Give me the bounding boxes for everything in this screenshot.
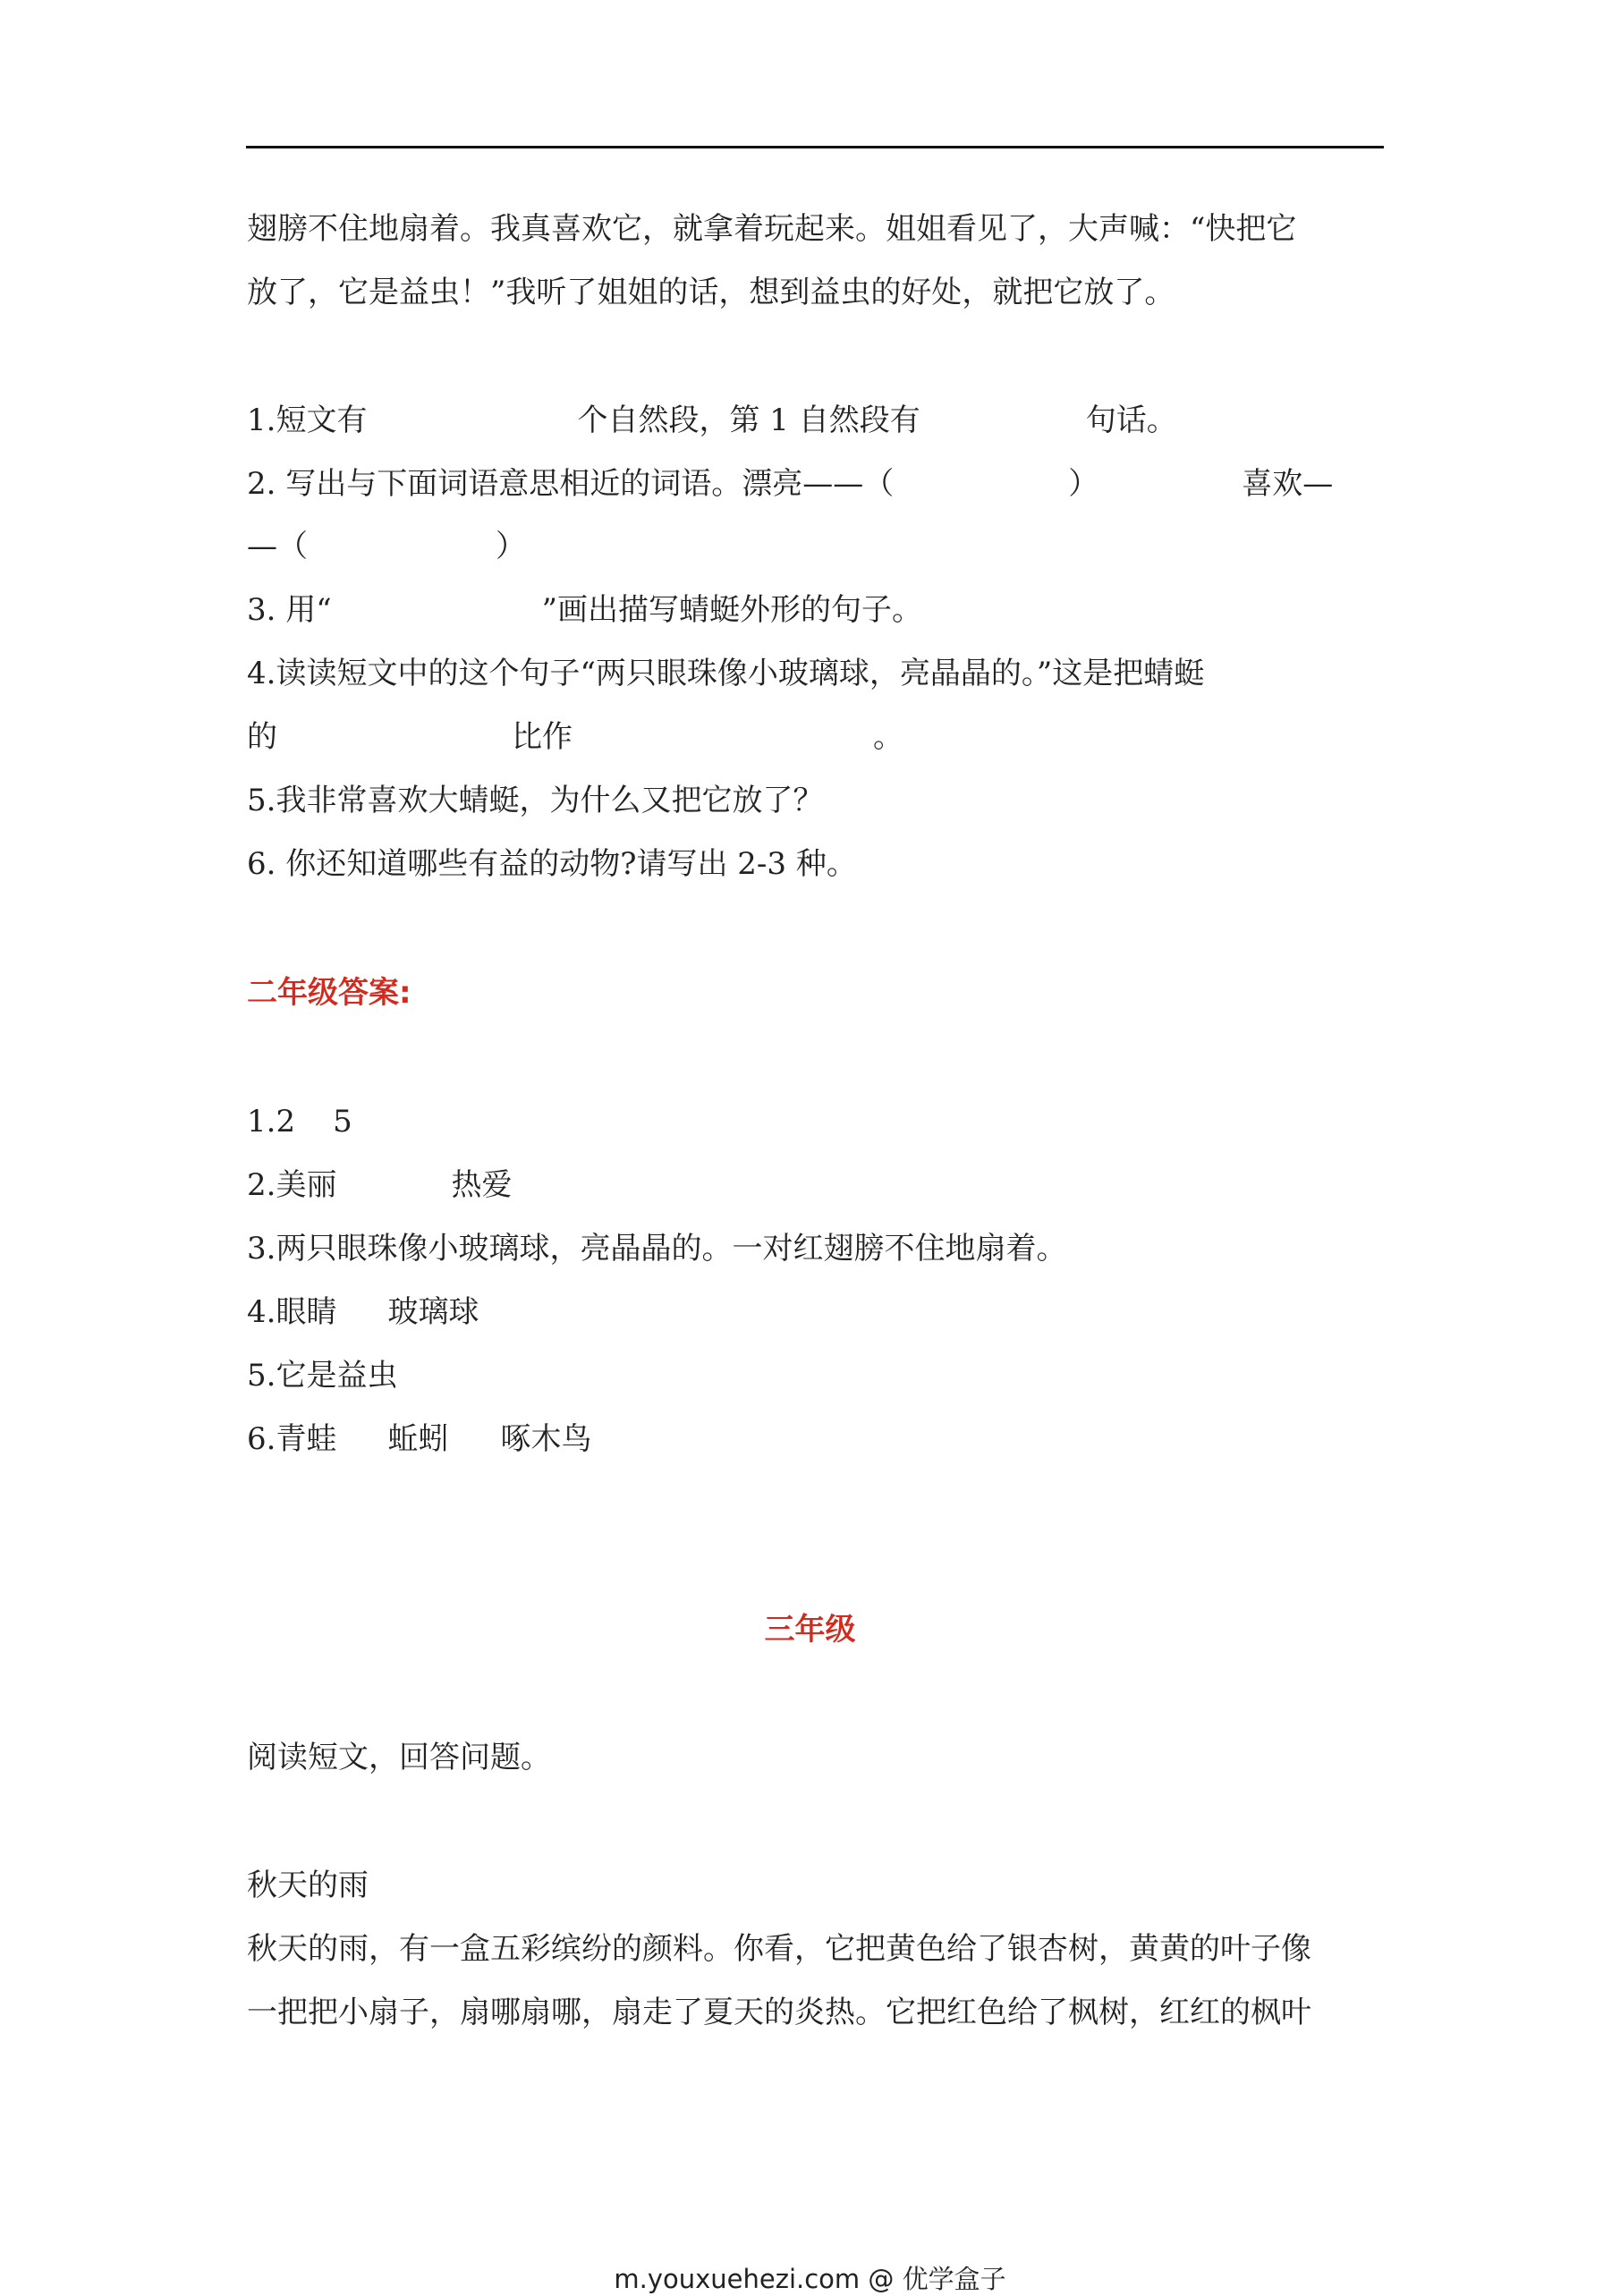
grade3-instruction: 阅读短文，回答问题。 xyxy=(247,1740,551,1775)
grade3-passage-title: 秋天的雨 xyxy=(247,1868,369,1903)
footer-watermark: m.youxuehezi.com @ 优学盒子 xyxy=(614,2264,1006,2294)
header-rule xyxy=(246,146,1384,148)
grade3-passage-line-2: 一把把小扇子，扇哪扇哪，扇走了夏天的炎热。它把红色给了枫树，红红的枫叶 xyxy=(247,1995,1311,2030)
question-2: 2. 写出与下面词语意思相近的词语。漂亮——（ ） 喜欢— xyxy=(247,466,1334,502)
passage-line-2: 放了，它是益虫！”我听了姐姐的话，想到益虫的好处，就把它放了。 xyxy=(247,275,1175,310)
question-1: 1.短文有 个自然段，第 1 自然段有 句话。 xyxy=(247,402,1177,438)
question-3: 3. 用“ ”画出描写蜻蜓外形的句子。 xyxy=(247,592,923,628)
grade3-passage-line-1: 秋天的雨，有一盒五彩缤纷的颜料。你看，它把黄色给了银杏树，黄黄的叶子像 xyxy=(247,1931,1311,1967)
answer-5: 5.它是益虫 xyxy=(247,1358,398,1394)
answers-heading: 二年级答案: xyxy=(247,975,411,1011)
answer-3: 3.两只眼珠像小玻璃球，亮晶晶的。一对红翅膀不住地扇着。 xyxy=(247,1231,1067,1267)
answer-1: 1.2 5 xyxy=(247,1104,352,1140)
answer-4: 4.眼睛 玻璃球 xyxy=(247,1294,479,1330)
question-6: 6. 你还知道哪些有益的动物?请写出 2-3 种。 xyxy=(247,846,857,882)
grade3-heading: 三年级 xyxy=(764,1612,856,1648)
question-4: 4.读读短文中的这个句子“两只眼珠像小玻璃球，亮晶晶的。”这是把蜻蜓 xyxy=(247,656,1205,691)
answer-6: 6.青蛙 蚯蚓 啄木鸟 xyxy=(247,1421,592,1457)
question-5: 5.我非常喜欢大蜻蜓，为什么又把它放了？ xyxy=(247,783,824,818)
passage-line-1: 翅膀不住地扇着。我真喜欢它，就拿着玩起来。姐姐看见了，大声喊：“快把它 xyxy=(247,211,1297,247)
question-4-continued: 的 比作 。 xyxy=(247,719,903,755)
answer-2: 2.美丽 热爱 xyxy=(247,1167,513,1203)
question-2-continued: —（ ） xyxy=(247,529,526,564)
